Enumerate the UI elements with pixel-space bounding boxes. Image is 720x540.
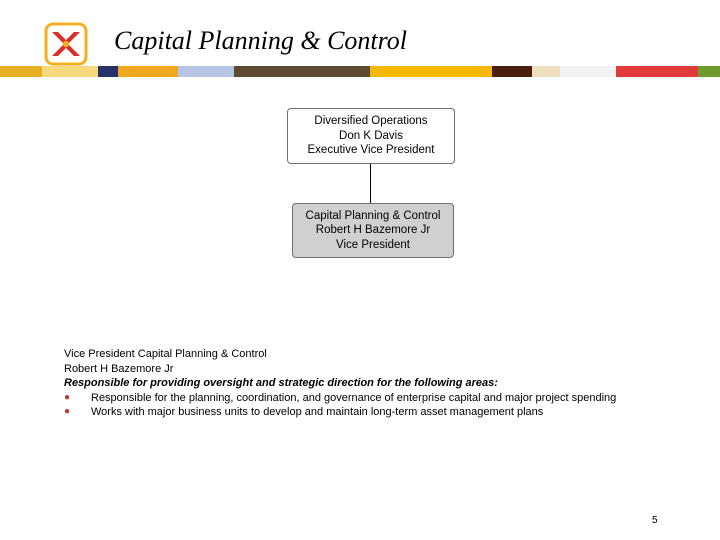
list-item bbox=[64, 405, 616, 420]
stripe-segment-2 bbox=[42, 66, 98, 77]
stripe-segment-8 bbox=[492, 66, 532, 77]
page-number: 5 bbox=[652, 515, 658, 526]
org-role-label: Vice President bbox=[336, 238, 410, 251]
org-box-vice-president bbox=[292, 203, 454, 258]
role-description bbox=[64, 347, 616, 420]
stripe-segment-4 bbox=[118, 66, 178, 77]
stripe-segment-5 bbox=[178, 66, 234, 77]
list-item-text: Works with major business units to develop and maintain long-term asset management plans bbox=[91, 406, 544, 418]
org-unit-label: Capital Planning & Control bbox=[305, 209, 441, 222]
org-unit-label: Diversified Operations bbox=[314, 115, 428, 128]
org-role-label: Executive Vice President bbox=[307, 144, 435, 157]
org-person-name: Don K Davis bbox=[339, 129, 403, 142]
list-item-text: Responsible for the planning, coordination, and governance of enterprise capital and major project spending bbox=[91, 391, 617, 404]
description-title: Vice President Capital Planning & Control bbox=[64, 348, 267, 360]
stripe-segment-12 bbox=[698, 66, 720, 77]
list-item bbox=[64, 391, 616, 406]
stripe-segment-3 bbox=[98, 66, 118, 77]
description-intro: Responsible for providing oversight and strategic direction for the following areas: bbox=[64, 377, 498, 389]
bullet-icon: ● bbox=[64, 391, 71, 403]
stripe-segment-9 bbox=[532, 66, 560, 77]
org-box-executive-vp bbox=[287, 108, 455, 164]
stripe-segment-1 bbox=[0, 66, 42, 77]
stripe-segment-7 bbox=[370, 66, 492, 77]
bullet-icon: ● bbox=[64, 406, 71, 417]
stripe-segment-11 bbox=[616, 66, 698, 77]
description-name: Robert H Bazemore Jr bbox=[64, 362, 174, 375]
color-stripe-bar bbox=[0, 66, 720, 77]
stripe-segment-10 bbox=[560, 66, 616, 77]
slide-title: Capital Planning & Control bbox=[114, 26, 408, 55]
org-person-name: Robert H Bazemore Jr bbox=[315, 224, 431, 237]
company-logo-icon bbox=[44, 22, 88, 66]
org-connector-line bbox=[370, 164, 371, 203]
stripe-segment-6 bbox=[234, 66, 370, 77]
